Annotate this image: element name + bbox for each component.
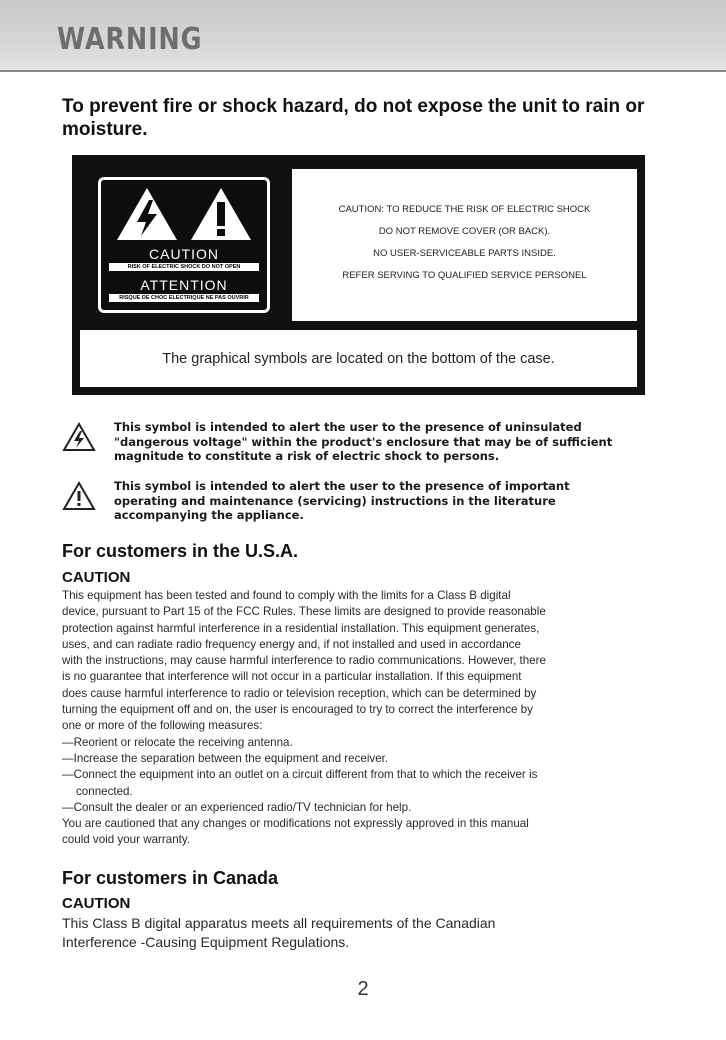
body-line: device, pursuant to Part 15 of the FCC Rules. These limits are designed to provide reasonable — [62, 605, 546, 619]
caution-line: DO NOT REMOVE COVER (OR BACK). — [378, 226, 551, 237]
canada-section-title: For customers in Canada — [62, 868, 279, 888]
body-line: uses, and can radiate radio frequency energy and, if not installed and used in accordance — [62, 637, 521, 651]
body-line: one or more of the following measures: — [62, 719, 263, 733]
lead-warning: To prevent fire or shock hazard, do not expose the unit to rain or moisture. — [62, 96, 645, 140]
symbols-location-note: The graphical symbols are located on the bottom of the case. — [80, 330, 637, 387]
symbol-text-line: magnitude to constitute a risk of electric shock to persons. — [114, 449, 500, 463]
exclamation-triangle-icon — [189, 186, 253, 242]
body-line: protection against harmful interference in a residential installation. This equipment generates, — [62, 621, 540, 635]
symbol-text-line: This symbol is intended to alert the user to the presence of important — [114, 479, 570, 493]
caution-word: CAUTION — [149, 246, 219, 262]
body-line: This Class B digital apparatus meets all requirements of the Canadian — [62, 915, 496, 931]
caution-line: REFER SERVING TO QUALIFIED SERVICE PERSONEL — [342, 270, 587, 281]
symbol-text-line: accompanying the appliance. — [114, 508, 304, 522]
body-line: This equipment has been tested and found to comply with the limits for a Class B digital — [62, 589, 511, 602]
body-line: Interference -Causing Equipment Regulations. — [62, 934, 350, 950]
caution-line: NO USER-SERVICEABLE PARTS INSIDE. — [373, 248, 556, 259]
body-line: —Connect the equipment into an outlet on a circuit different from that to which the receiver is — [62, 768, 538, 782]
lightning-triangle-icon — [115, 186, 179, 242]
caution-label — [98, 177, 270, 313]
body-line: —Reorient or relocate the receiving antenna. — [62, 735, 293, 749]
page-number: 2 — [357, 978, 369, 1000]
body-line: turning the equipment off and on, the user is encouraged to try to correct the interference by — [62, 703, 533, 717]
symbol-text-line: This symbol is intended to alert the user to the presence of uninsulated — [114, 420, 582, 434]
symbol-text-line: "dangerous voltage" within the product's enclosure that may be of sufficient — [114, 434, 613, 449]
caution-box — [72, 155, 645, 395]
body-line: could void your warranty. — [62, 833, 191, 847]
body-line: You are cautioned that any changes or modifications not expressly approved in this manual — [62, 817, 529, 831]
attention-strip: RISQUE DE CHOC ELECTRIQUE NE PAS OUVRIR — [109, 294, 259, 302]
attention-word: ATTENTION — [140, 277, 228, 293]
exclamation-triangle-icon — [62, 481, 96, 511]
canada-caution-heading: CAUTION — [62, 895, 131, 912]
header-band — [0, 0, 726, 72]
body-line: —Increase the separation between the equipment and receiver. — [62, 751, 389, 765]
usa-caution-heading: CAUTION — [62, 569, 131, 586]
body-line: —Consult the dealer or an experienced radio/TV technician for help. — [62, 800, 412, 814]
caution-strip: RISK OF ELECTRIC SHOCK DO NOT OPEN — [109, 263, 259, 271]
caution-text-panel — [292, 169, 637, 321]
page-title: WARNING — [57, 22, 203, 57]
usa-section-title: For customers in the U.S.A. — [62, 541, 299, 561]
usa-fcc-text — [62, 588, 667, 849]
caution-line: CAUTION: TO REDUCE THE RISK OF ELECTRIC SHOCK — [338, 204, 591, 215]
lightning-triangle-icon — [62, 422, 96, 452]
body-line: does cause harmful interference to radio or television reception, which can be determined by — [62, 686, 537, 700]
canada-text — [62, 914, 667, 952]
body-line: is no guarantee that interference will not occur in a particular installation. If this equipment — [62, 670, 522, 684]
body-line: connected. — [76, 784, 133, 798]
body-line: with the instructions, may cause harmful interference to radio communications. However, there — [62, 654, 546, 668]
symbol-text-line: operating and maintenance (servicing) instructions in the literature — [114, 493, 556, 508]
